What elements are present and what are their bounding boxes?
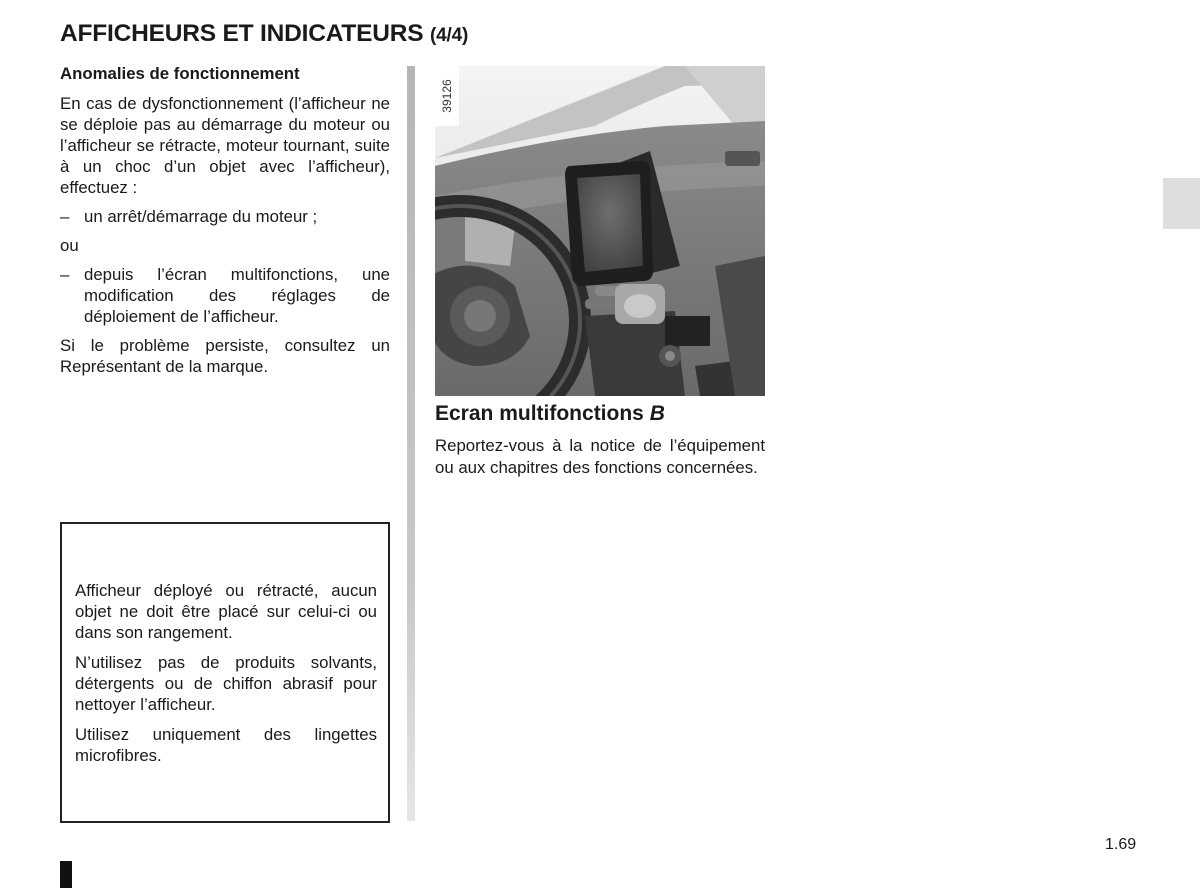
figure-code-label <box>435 66 459 126</box>
page-number: 1.69 <box>1105 836 1137 853</box>
list-item <box>60 264 390 327</box>
warning-box <box>60 522 390 823</box>
list-item-text: un arrêt/démarrage du moteur ; <box>84 207 318 226</box>
heading-letter: B <box>649 402 665 425</box>
page-title <box>60 20 468 48</box>
side-tab-marker <box>1163 178 1200 229</box>
warning-content <box>75 580 377 775</box>
dashboard-photo <box>435 66 765 396</box>
corner-mark <box>60 861 72 888</box>
dashboard-illustration <box>435 66 765 396</box>
closing-paragraph: Si le problème persiste, consultez un Représentant de la marque. <box>60 336 390 376</box>
page-title-suffix: (4/4) <box>430 25 469 46</box>
heading-text: Ecran multifonctions <box>435 402 644 425</box>
multifunction-screen-text: Reportez-vous à la notice de l’équipement ou aux chapitres des fonctions concernées. <box>435 436 765 477</box>
page-title-text: AFFICHEURS ET INDICATEURS <box>60 20 424 47</box>
figure-code: 39126 <box>440 79 454 113</box>
warning-paragraph: Utilisez uniquement des lingettes microfibres. <box>75 725 377 765</box>
or-text: ou <box>60 236 79 255</box>
list-item <box>60 206 390 227</box>
warning-paragraph: Afficheur déployé ou rétracté, aucun objet ne doit être placé sur celui-ci ou dans son rangement. <box>75 581 377 642</box>
dash-marker: – <box>60 207 70 226</box>
section-heading: Anomalies de fonctionnement <box>60 64 300 83</box>
left-column <box>60 63 390 385</box>
dash-marker: – <box>60 265 70 284</box>
intro-paragraph: En cas de dysfonctionnement (l’afficheur ne se déploie pas au démarrage du moteur ou l’afficheur se rétracte, moteur tournant, suite à un choc d’un objet avec l’afficheur), effectuez : <box>60 94 390 197</box>
warning-paragraph: N’utilisez pas de produits solvants, détergents ou de chiffon abrasif pour nettoyer l’afficheur. <box>75 653 377 714</box>
column-divider <box>407 66 415 821</box>
multifunction-screen-heading <box>435 402 665 426</box>
list-item-text: depuis l’écran multifonctions, une modification des réglages de déploiement de l’afficheur. <box>84 265 390 326</box>
